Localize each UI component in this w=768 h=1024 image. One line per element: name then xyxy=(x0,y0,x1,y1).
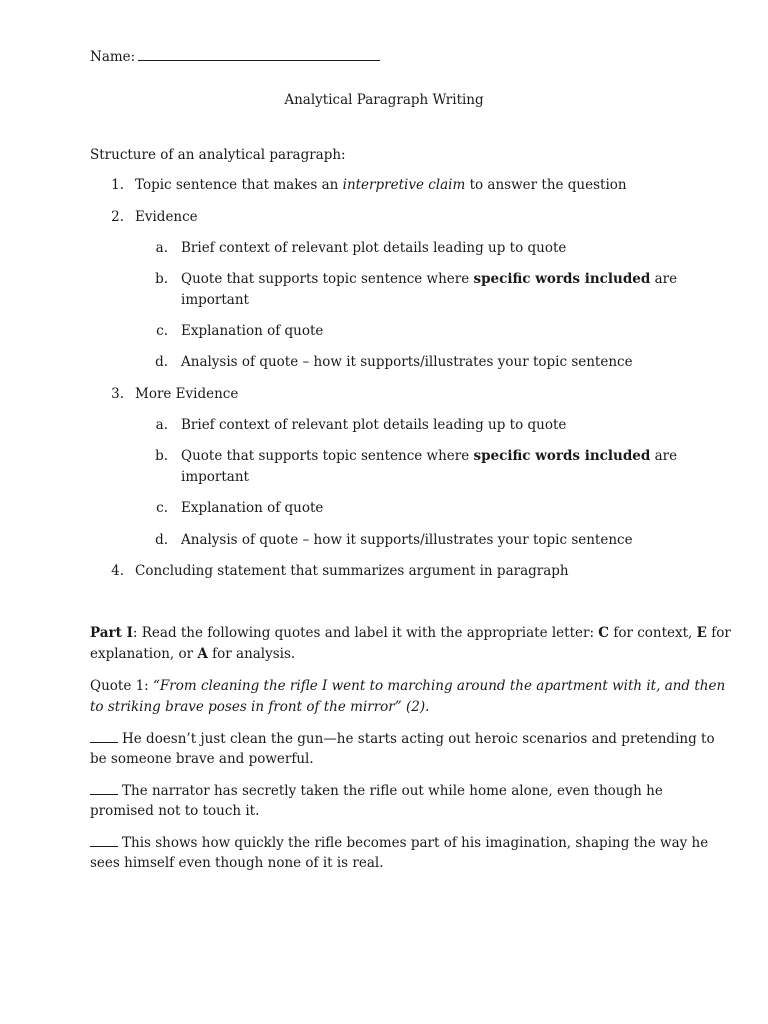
item-number: 2. xyxy=(111,209,124,225)
answer-text: The narrator has secretly taken the rifle out while home alone, even though he xyxy=(122,783,663,799)
item-number: 4. xyxy=(111,563,124,579)
quote-1 xyxy=(90,676,725,697)
item-text: Topic sentence that makes an interpretive claim to answer the question xyxy=(135,177,627,193)
sub-item-text: Brief context of relevant plot details leading up to quote xyxy=(181,240,567,256)
answer-text: This shows how quickly the rifle becomes part of his imagination, shaping the way he xyxy=(122,835,709,851)
sub-item-letter: c. xyxy=(156,323,168,339)
quote-text-continued: to striking brave poses in front of the mirror” (2). xyxy=(90,699,430,715)
item-text: Concluding statement that summarizes argument in paragraph xyxy=(135,563,569,579)
interpretive-claim-emphasis: interpretive claim xyxy=(342,177,466,193)
sub-item-text: Brief context of relevant plot details leading up to quote xyxy=(181,417,567,433)
specific-words-emphasis: specific words included xyxy=(473,448,651,464)
structure-intro: Structure of an analytical paragraph: xyxy=(90,147,346,163)
answer-blank[interactable] xyxy=(90,780,118,795)
item-number: 3. xyxy=(111,386,124,402)
item-number: 1. xyxy=(111,177,124,193)
answer-line xyxy=(90,780,663,802)
sub-item-text: Explanation of quote xyxy=(181,323,324,339)
answer-text: He doesn’t just clean the gun—he starts acting out heroic scenarios and pretending to xyxy=(122,731,715,747)
sub-item-letter: d. xyxy=(155,532,168,548)
page-title: Analytical Paragraph Writing xyxy=(284,92,484,108)
sub-item-text: Quote that supports topic sentence where specific words included are xyxy=(181,271,678,287)
answer-blank[interactable] xyxy=(90,728,118,743)
item-text: More Evidence xyxy=(135,386,239,402)
part1-label: Part I xyxy=(90,625,133,641)
analysis-letter: A xyxy=(197,646,208,662)
quote-1-continued xyxy=(90,697,429,718)
sub-item-text-continued: important xyxy=(181,292,249,308)
name-line xyxy=(90,46,380,68)
specific-words-emphasis: specific words included xyxy=(473,271,651,287)
sub-item-letter: b. xyxy=(155,448,168,464)
answer-text-continued: be someone brave and powerful. xyxy=(90,751,314,767)
sub-item-text-continued: important xyxy=(181,469,249,485)
sub-item-letter: a. xyxy=(155,240,168,256)
context-letter: C xyxy=(598,625,610,641)
answer-blank[interactable] xyxy=(90,832,118,847)
part1-instructions-continued: explanation, or A for analysis. xyxy=(90,646,296,662)
item-text: Evidence xyxy=(135,209,198,225)
answer-text-continued: sees himself even though none of it is real. xyxy=(90,855,384,871)
sub-item-text: Analysis of quote – how it supports/illustrates your topic sentence xyxy=(181,532,633,548)
sub-item-text: Analysis of quote – how it supports/illustrates your topic sentence xyxy=(181,354,633,370)
sub-item-letter: c. xyxy=(156,500,168,516)
explanation-letter: E xyxy=(696,625,707,641)
sub-item-text: Quote that supports topic sentence where specific words included are xyxy=(181,448,678,464)
name-blank[interactable] xyxy=(138,46,380,61)
sub-item-letter: a. xyxy=(155,417,168,433)
quote-label: Quote 1: xyxy=(90,678,154,694)
part1-instructions: Part I: Read the following quotes and label it with the appropriate letter: C for context, E for xyxy=(90,625,731,641)
sub-item-letter: d. xyxy=(155,354,168,370)
answer-line xyxy=(90,832,708,854)
sub-item-letter: b. xyxy=(155,271,168,287)
name-label: Name: xyxy=(90,49,136,65)
answer-line xyxy=(90,728,715,750)
quote-text: “From cleaning the rifle I went to marching around the apartment with it, and then xyxy=(153,678,726,694)
answer-text-continued: promised not to touch it. xyxy=(90,803,260,819)
sub-item-text: Explanation of quote xyxy=(181,500,324,516)
